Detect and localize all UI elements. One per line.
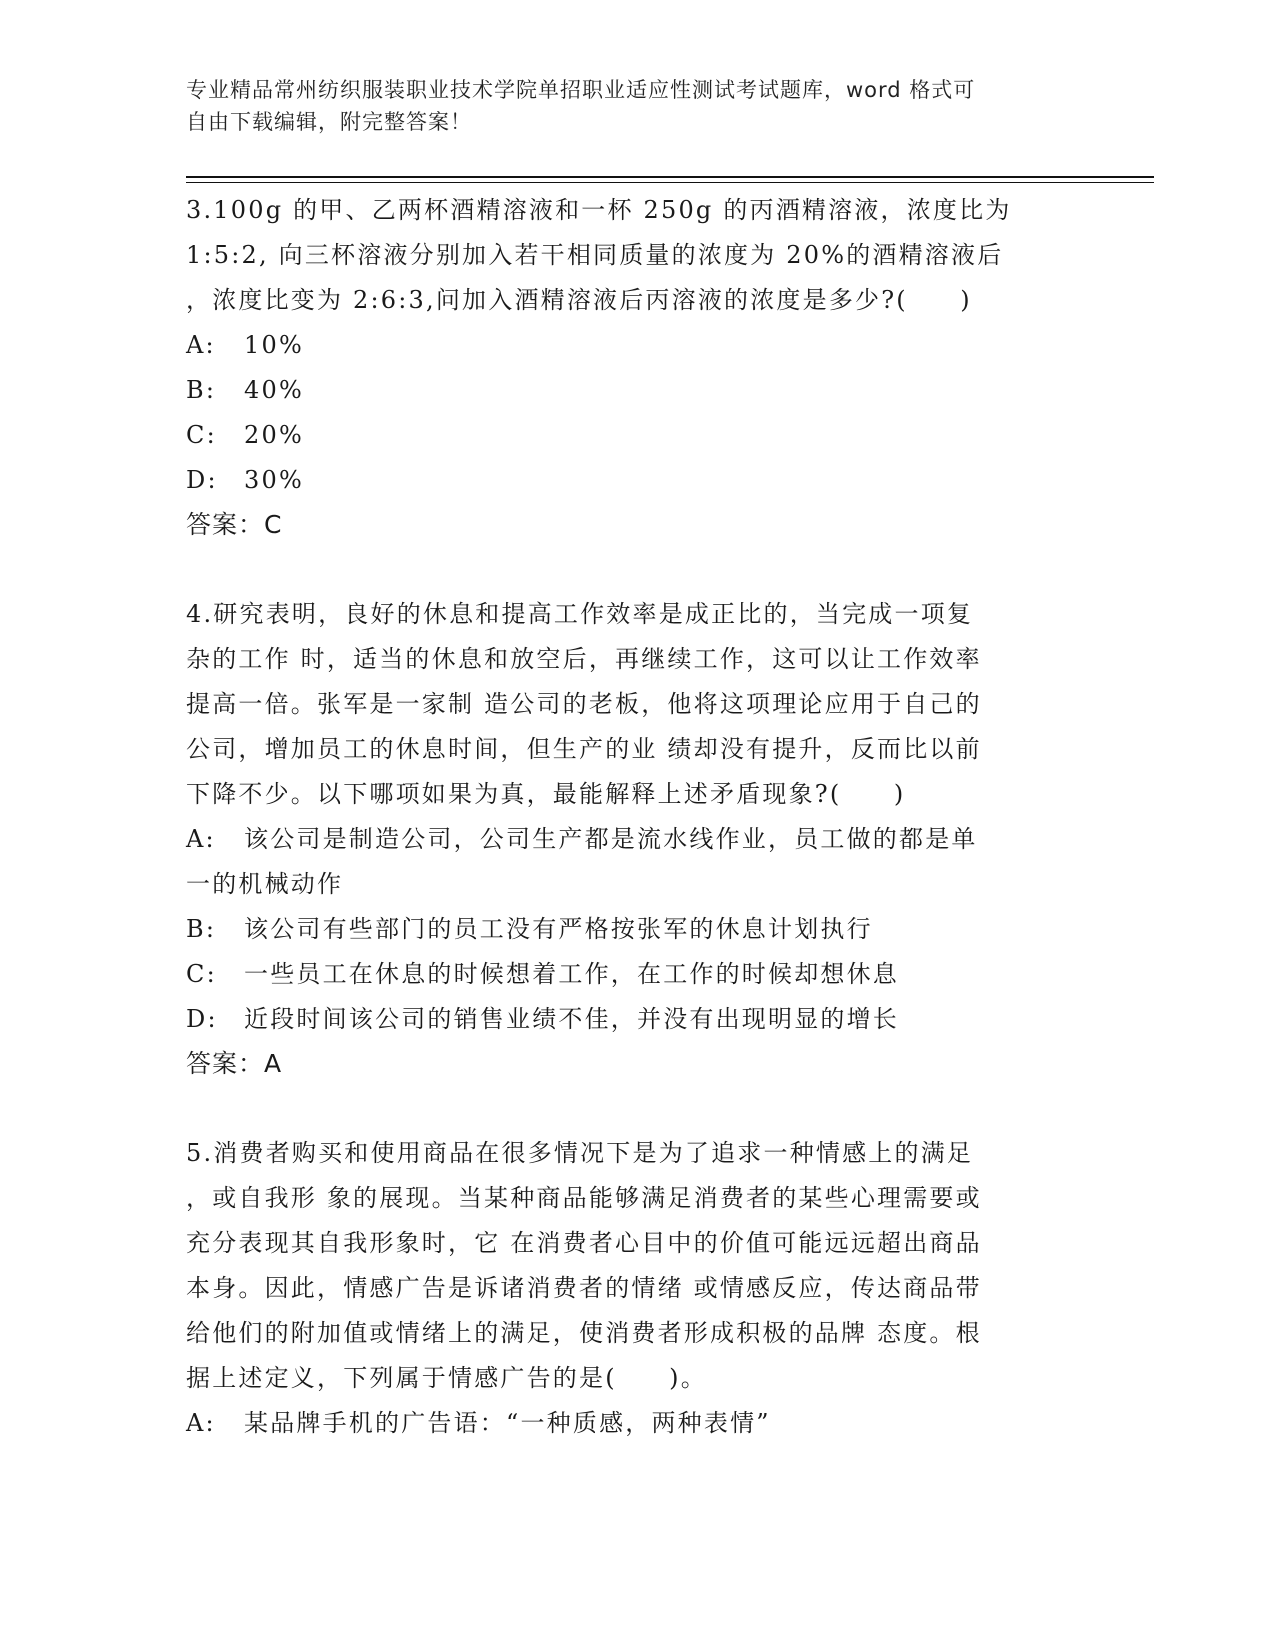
question-list: [186, 188, 1066, 1446]
option-text: 10%: [244, 331, 304, 359]
answer-line: 答案：A: [186, 1049, 283, 1078]
option-key: C:: [186, 421, 217, 449]
option-text: 40%: [244, 376, 304, 404]
question-3: [186, 188, 1066, 547]
option-key: A:: [186, 1409, 216, 1437]
question-spacer: [186, 1086, 1066, 1131]
option-text: 近段时间该公司的销售业绩不佳，并没有出现明显的增长: [244, 1005, 899, 1033]
option-d: [186, 458, 1066, 503]
option-b: [186, 368, 1066, 413]
question-stem-line: 本身。因此，情感广告是诉诸消费者的情绪 或情感反应，传达商品带: [186, 1274, 982, 1302]
question-stem-line: 给他们的附加值或情绪上的满足，使消费者形成积极的品牌 态度。根: [186, 1319, 982, 1347]
option-text: 20%: [244, 421, 304, 449]
option-key: A:: [186, 331, 216, 359]
option-text: 该公司有些部门的员工没有严格按张军的休息计划执行: [244, 915, 873, 943]
option-text: 某品牌手机的广告语：“一种质感，两种表情”: [244, 1409, 771, 1437]
header-line-1: 专业精品常州纺织服装职业技术学院单招职业适应性测试考试题库，word 格式可: [186, 78, 976, 102]
option-c: [186, 413, 1066, 458]
option-key: D:: [186, 1005, 218, 1033]
option-a: [186, 817, 1066, 862]
question-stem-line: 据上述定义，下列属于情感广告的是( )。: [186, 1364, 707, 1392]
question-stem-line: 3.100g 的甲、乙两杯酒精溶液和一杯 250g 的丙酒精溶液，浓度比为: [186, 196, 1012, 224]
option-key: D:: [186, 466, 218, 494]
option-key: A:: [186, 825, 216, 853]
option-a: [186, 1401, 1066, 1446]
question-stem-line: 公司，增加员工的休息时间，但生产的业 绩却没有提升，反而比以前: [186, 735, 982, 763]
question-stem-line: 下降不少。以下哪项如果为真，最能解释上述矛盾现象?( ): [186, 780, 906, 808]
option-continuation: 一的机械动作: [186, 870, 344, 898]
option-key: B:: [186, 376, 217, 404]
question-5: [186, 1131, 1066, 1446]
header-line-2: 自由下载编辑，附完整答案！: [186, 110, 472, 134]
option-c: [186, 952, 1066, 997]
option-key: B:: [186, 915, 217, 943]
option-text: 一些员工在休息的时候想着工作，在工作的时候却想休息: [244, 960, 899, 988]
question-stem-line: 提高一倍。张军是一家制 造公司的老板，他将这项理论应用于自己的: [186, 690, 982, 718]
header-rule-thick: [186, 176, 1154, 178]
question-stem-line: 杂的工作 时，适当的休息和放空后，再继续工作，这可以让工作效率: [186, 645, 982, 673]
question-stem-line: ，或自我形 象的展现。当某种商品能够满足消费者的某些心理需要或: [186, 1184, 982, 1212]
option-key: C:: [186, 960, 217, 988]
document-header: [186, 74, 1066, 138]
option-text: 该公司是制造公司，公司生产都是流水线作业，员工做的都是单: [244, 825, 978, 853]
header-rule-thin: [186, 182, 1154, 183]
question-stem-line: 4.研究表明，良好的休息和提高工作效率是成正比的，当完成一项复: [186, 600, 974, 628]
option-b: [186, 907, 1066, 952]
option-d: [186, 997, 1066, 1042]
option-text: 30%: [244, 466, 304, 494]
question-stem-line: 充分表现其自我形象时，它 在消费者心目中的价值可能远远超出商品: [186, 1229, 982, 1257]
option-a: [186, 323, 1066, 368]
question-spacer: [186, 547, 1066, 592]
question-stem-line: 1:5:2, 向三杯溶液分别加入若干相同质量的浓度为 20%的酒精溶液后: [186, 241, 1004, 269]
answer-line: 答案：C: [186, 510, 283, 539]
question-stem-line: 5.消费者购买和使用商品在很多情况下是为了追求一种情感上的满足: [186, 1139, 974, 1167]
question-stem-line: ，浓度比变为 2:6:3,问加入酒精溶液后丙溶液的浓度是多少?( ): [186, 286, 972, 314]
question-4: [186, 592, 1066, 1086]
